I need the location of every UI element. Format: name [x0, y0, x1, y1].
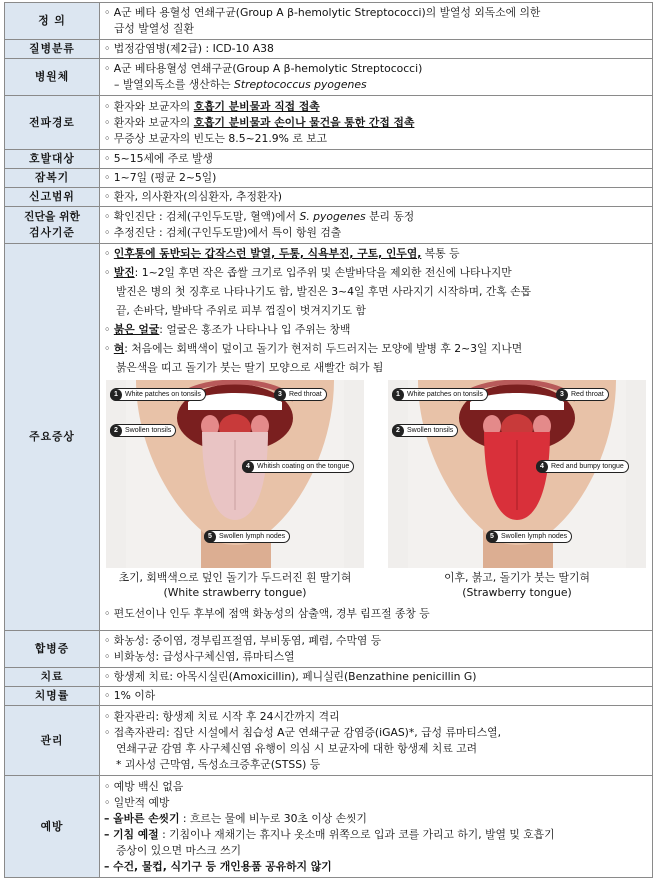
row-diagnosis	[5, 207, 653, 244]
figure-white-strawberry-tongue	[106, 380, 364, 600]
treatment-text: ◦ 항생제 치료: 아목시실린(Amoxicillin), 페니실린(Benzathine penicillin G)	[100, 668, 653, 687]
label-symptoms: 주요증상	[5, 244, 100, 631]
definition-line-2: 급성 발열성 질환	[114, 22, 194, 35]
prevention-line-4-suffix: : 기침이나 재채기는 휴지나 옷소매 위쪽으로 입과 코를 가리고 하기, 발열 및 호흡기	[158, 827, 555, 841]
tongue-figures	[106, 380, 646, 600]
diagnosis-line-1	[104, 209, 648, 225]
transmission-line-1-prefix: ◦ 환자와 보균자의	[104, 99, 194, 113]
callout-red-throat	[556, 388, 609, 401]
figure-1-caption	[106, 570, 364, 600]
label-management: 관리	[5, 706, 100, 776]
callout-label-5: Swollen lymph nodes	[219, 532, 286, 540]
diagnosis-cell	[100, 207, 653, 244]
reporting-text: ◦ 환자, 의사환자(의심환자, 추정환자)	[100, 188, 653, 207]
symptom-4-line-1: ◦ 혀: 처음에는 회백색이 덮이고 돌기가 현저히 두드러지는 모양에 발병 후 2~3일 지나면	[104, 342, 523, 355]
label-target: 호발대상	[5, 150, 100, 169]
management-line-4: * 괴사성 근막염, 독성쇼크증후군(STSS) 등	[116, 757, 321, 771]
prevention-line-4	[104, 827, 648, 843]
prevention-line-3-suffix: : 흐르는 물에 비누로 30초 이상 손씻기	[179, 811, 367, 825]
row-fatality	[5, 687, 653, 706]
prevention-line-2: ◦ 일반적 예방	[104, 795, 170, 809]
symptom-2-text-1: : 1~2일 후면 작은 좁쌀 크기로 입주위 및 손발바닥을 제외한 전신에 나타나지만	[134, 266, 512, 279]
diagnosis-line-2: ◦ 추정진단 : 검체(구인두도말)에서 특이 항원 검출	[104, 226, 342, 239]
callout-label-1: White patches on tonsils	[125, 390, 201, 398]
label-fatality: 치명률	[5, 687, 100, 706]
row-transmission	[5, 96, 653, 150]
callout-label-3: Red throat	[289, 390, 322, 398]
illustration-red-tongue	[388, 380, 646, 568]
figure-2-caption	[388, 570, 646, 600]
symptom-2-line-2: 발진은 병의 첫 징후로 나타나기도 함, 발진은 3~4일 후면 사라지기 시작하며, 간혹 손톱	[116, 285, 532, 298]
prevention-line-4-emph: – 기침 예절	[104, 827, 159, 841]
transmission-line-1	[104, 99, 648, 115]
transmission-line-2-prefix: ◦ 환자와 보균자의	[104, 115, 194, 129]
label-classification: 질병분류	[5, 40, 100, 59]
label-prevention: 예방	[5, 776, 100, 878]
callout-number-5: 5	[486, 531, 498, 543]
transmission-line-1-emph: 호흡기 분비물과 직접 접촉	[193, 99, 320, 113]
transmission-line-2	[104, 115, 648, 131]
symptom-2-head: 발진	[113, 266, 135, 279]
figure-1-caption-line-1: 초기, 회백색으로 덮인 돌기가 두드러진 흰 딸기혀	[118, 571, 352, 584]
management-cell	[100, 706, 653, 776]
figure-2-caption-line-1: 이후, 붉고, 돌기가 붓는 딸기혀	[444, 571, 590, 584]
symptom-1: ◦ 인후통에 동반되는 갑작스런 발열, 두통, 식욕부진, 구토, 인두염, 복통 등	[104, 247, 460, 260]
callout-label-4: Red and bumpy tongue	[551, 462, 624, 470]
transmission-line-3: ◦ 무증상 보균자의 빈도는 8.5~21.9% 로 보고	[104, 131, 328, 145]
diagnosis-line-1-prefix: ◦ 확인진단 : 검체(구인두도말, 혈액)에서	[104, 210, 300, 223]
pathogen-species: Streptococcus pyogenes	[234, 78, 367, 91]
disease-info-table	[4, 2, 653, 878]
figure-1-caption-line-2: (White strawberry tongue)	[163, 586, 307, 599]
incubation-text: ◦ 1~7일 (평균 2~5일)	[100, 169, 653, 188]
illustration-white-tongue	[106, 380, 364, 568]
prevention-line-5: 증상이 있으면 마스크 쓰기	[116, 843, 242, 857]
label-incubation: 잠복기	[5, 169, 100, 188]
transmission-cell	[100, 96, 653, 150]
symptom-2-line-3: 끝, 손바닥, 발바닥 주위로 피부 껍질이 벗겨지기도 함	[116, 304, 366, 317]
callout-lymph-nodes	[204, 530, 290, 543]
row-incubation	[5, 169, 653, 188]
callout-label-4: Whitish coating on the tongue	[257, 462, 350, 470]
symptom-5: ◦ 편도선이나 인두 후부에 점액 화농성의 삼출액, 경부 림프절 종창 등	[104, 607, 430, 620]
diagnosis-species: S. pyogenes	[299, 210, 366, 223]
label-definition: 정 의	[5, 3, 100, 40]
pathogen-line-1: ◦ A군 베타용혈성 연쇄구균(Group A β-hemolytic Streptococci)	[104, 62, 423, 75]
callout-white-patches	[392, 388, 488, 401]
symptom-2-line-1: ◦ 발진: 1~2일 후면 작은 좁쌀 크기로 입주위 및 손발바닥을 제외한 전신에 나타나지만	[104, 266, 512, 279]
callout-red-throat	[274, 388, 327, 401]
callout-number-3: 3	[274, 389, 286, 401]
row-classification	[5, 40, 653, 59]
management-line-2: ◦ 접촉자관리: 집단 시설에서 침습성 A군 연쇄구균 감염증(iGAS)*, 급성 류마티스열,	[104, 725, 502, 739]
prevention-line-3	[104, 811, 648, 827]
prevention-line-1: ◦ 예방 백신 없음	[104, 779, 184, 793]
callout-lymph-nodes	[486, 530, 572, 543]
label-complications: 합병증	[5, 631, 100, 668]
management-line-1: ◦ 환자관리: 항생제 치료 시작 후 24시간까지 격리	[104, 709, 340, 723]
pathogen-cell	[100, 59, 653, 96]
symptom-1-emph: 인후통에 동반되는 갑작스런 발열, 두통, 식욕부진, 구토, 인두염,	[113, 247, 422, 260]
symptom-4-head: 혀	[113, 342, 125, 355]
complications-line-1: ◦ 화농성: 중이염, 경부림프절염, 부비동염, 폐렴, 수막염 등	[104, 634, 382, 647]
callout-label-3: Red throat	[571, 390, 604, 398]
row-reporting	[5, 188, 653, 207]
symptom-4-line-2: 붉은색을 띠고 돌기가 붓는 딸기 모양으로 새빨간 혀가 됨	[116, 361, 384, 374]
fatality-text: ◦ 1% 이하	[100, 687, 653, 706]
callout-white-patches	[110, 388, 206, 401]
figure-strawberry-tongue	[388, 380, 646, 600]
callout-number-2: 2	[392, 425, 404, 437]
label-diagnosis-line-1: 진단을 위한	[24, 210, 80, 223]
label-pathogen: 병원체	[5, 59, 100, 96]
complications-cell	[100, 631, 653, 668]
callout-swollen-tonsils	[110, 424, 176, 437]
callout-tongue	[242, 460, 354, 473]
callout-number-2: 2	[110, 425, 122, 437]
symptom-4-text-1: : 처음에는 회백색이 덮이고 돌기가 현저히 두드러지는 모양에 발병 후 2~3일 지나면	[124, 342, 523, 355]
row-prevention	[5, 776, 653, 878]
prevention-line-3-emph: – 올바른 손씻기	[104, 811, 180, 825]
complications-line-2: ◦ 비화농성: 급성사구체신염, 류마티스열	[104, 650, 295, 663]
definition-line-1: ◦ A군 베타 용혈성 연쇄구균(Group A β-hemolytic Streptococci)의 발열성 외독소에 의한	[104, 6, 541, 19]
label-reporting: 신고범위	[5, 188, 100, 207]
label-diagnosis-line-2: 검사기준	[29, 226, 75, 239]
row-symptoms	[5, 244, 653, 631]
callout-number-3: 3	[556, 389, 568, 401]
callout-number-1: 1	[110, 389, 122, 401]
symptoms-cell	[100, 244, 653, 631]
row-pathogen	[5, 59, 653, 96]
row-management	[5, 706, 653, 776]
callout-number-1: 1	[392, 389, 404, 401]
management-line-3: 연쇄구균 감염 후 사구체신염 유행이 의심 시 보균자에 대한 항생제 치료 고려	[116, 741, 478, 755]
callout-number-5: 5	[204, 531, 216, 543]
callout-label-5: Swollen lymph nodes	[501, 532, 568, 540]
classification-text: ◦ 법정감염병(제2급) : ICD-10 A38	[100, 40, 653, 59]
symptom-3: ◦ 붉은 얼굴: 얼굴은 홍조가 나타나나 입 주위는 창백	[104, 323, 351, 336]
prevention-line-6: – 수건, 물컵, 식기구 등 개인용품 공유하지 않기	[104, 859, 332, 873]
diagnosis-line-1-suffix: 분리 동정	[365, 210, 415, 223]
callout-number-4: 4	[536, 461, 548, 473]
row-target	[5, 150, 653, 169]
label-transmission: 전파경로	[5, 96, 100, 150]
symptom-3-text: : 얼굴은 홍조가 나타나나 입 주위는 창백	[159, 323, 351, 336]
target-text: ◦ 5~15세에 주로 발생	[100, 150, 653, 169]
symptom-3-head: 붉은 얼굴	[113, 323, 160, 336]
callout-number-4: 4	[242, 461, 254, 473]
callout-label-2: Swollen tonsils	[407, 426, 454, 434]
callout-swollen-tonsils	[392, 424, 458, 437]
callout-label-1: White patches on tonsils	[407, 390, 483, 398]
label-diagnosis	[5, 207, 100, 244]
definition-cell	[100, 3, 653, 40]
transmission-line-2-emph: 호흡기 분비물과 손이나 물건을 통한 간접 접촉	[193, 115, 415, 129]
label-treatment: 치료	[5, 668, 100, 687]
row-definition	[5, 3, 653, 40]
pathogen-line-2	[104, 77, 648, 93]
callout-tongue	[536, 460, 629, 473]
symptom-1-suffix: 복통 등	[421, 247, 460, 260]
row-treatment	[5, 668, 653, 687]
callout-label-2: Swollen tonsils	[125, 426, 172, 434]
pathogen-line-2-prefix: – 발열외독소를 생산하는	[114, 78, 234, 91]
figure-2-caption-line-2: (Strawberry tongue)	[462, 586, 572, 599]
prevention-cell	[100, 776, 653, 878]
row-complications	[5, 631, 653, 668]
